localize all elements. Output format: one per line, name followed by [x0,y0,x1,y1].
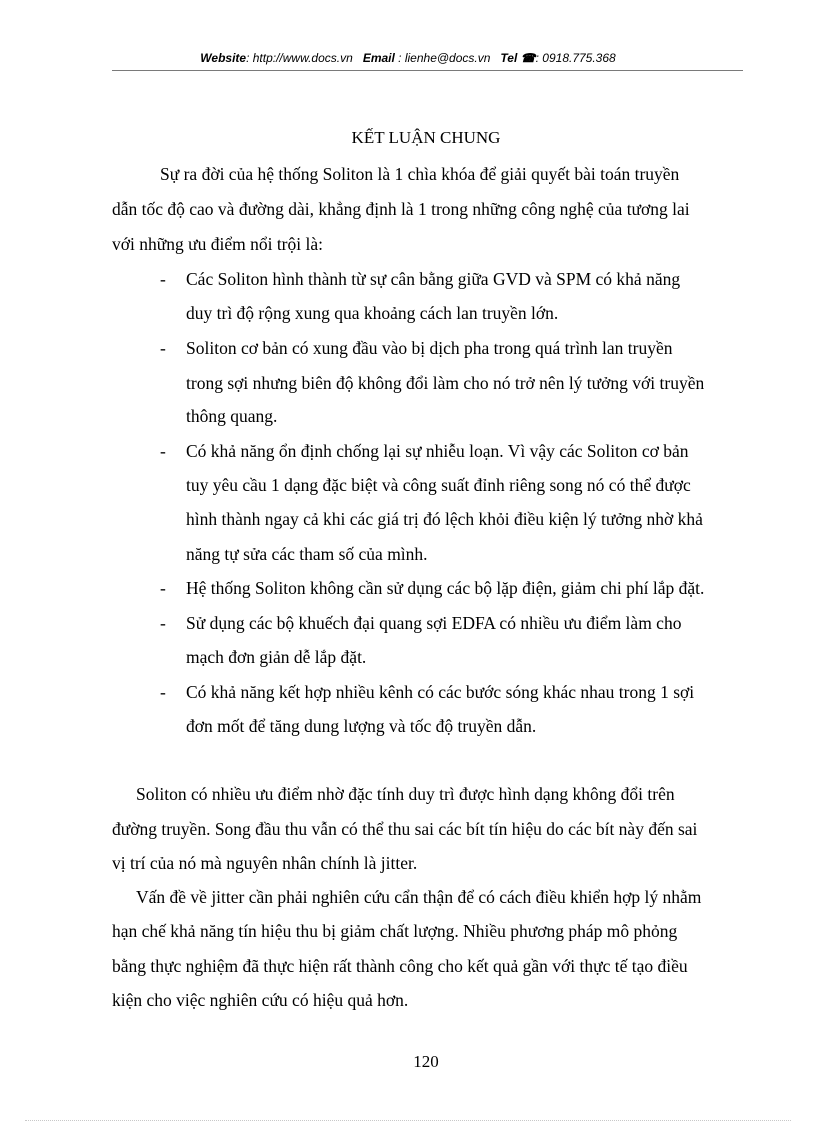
paragraph-line: bằng thực nghiệm đã thực hiện rất thành công cho kết quả gần với thực tế tạo điều [112,956,688,976]
bullet-line: tuy yêu cầu 1 dạng đặc biệt và công suất đỉnh riêng song nó có thể được [186,475,691,495]
bullet-line: duy trì độ rộng xung qua khoảng cách lan truyền lớn. [186,303,559,323]
paragraph-line: hạn chế khả năng tín hiệu thu bị giảm chất lượng. Nhiều phương pháp mô phỏng [112,921,678,941]
website-value: : http://www.docs.vn [246,51,353,65]
intro-line: dẫn tốc độ cao và đường dài, khẳng định là 1 trong những công nghệ của tương lai [112,199,690,219]
page-header [0,51,816,65]
bullet-marker: - [160,269,166,289]
paragraph-line: Vấn đề về jitter cần phải nghiên cứu cẩn thận để có cách điều khiển hợp lý nhằm [136,887,702,907]
email-label: Email [362,51,395,65]
phone-icon: ☎ [520,51,536,65]
bullet-line: Có khả năng ổn định chống lại sự nhiễu loạn. Vì vậy các Soliton cơ bản [186,441,689,461]
paragraph-line: Soliton có nhiều ưu điểm nhờ đặc tính duy trì được hình dạng không đổi trên [136,784,675,804]
page-title: KẾT LUẬN CHUNG [351,128,501,147]
bullet-marker: - [160,613,166,633]
bullet-marker: - [160,441,166,461]
paragraph-line: vị trí của nó mà nguyên nhân chính là jitter. [112,853,418,873]
intro-line: với những ưu điểm nổi trội là: [112,234,323,254]
tel-label: Tel [500,51,518,65]
header-divider [112,70,743,71]
bullet-line: thông quang. [186,406,278,426]
bullet-line: đơn mốt để tăng dung lượng và tốc độ truyền dẫn. [186,716,537,736]
page-number: 120 [413,1052,439,1071]
bullet-line: Có khả năng kết hợp nhiều kênh có các bước sóng khác nhau trong 1 sợi [186,682,695,702]
bullet-line: Soliton cơ bản có xung đầu vào bị dịch pha trong quá trình lan truyền [186,338,673,358]
footer-dotted-line [25,1120,791,1121]
bullet-marker: - [160,578,166,598]
bullet-line: mạch đơn giản dễ lắp đặt. [186,647,367,667]
bullet-line: Hệ thống Soliton không cần sử dụng các bộ lặp điện, giảm chi phí lắp đặt. [186,578,705,598]
bullet-line: Các Soliton hình thành từ sự cân bằng giữa GVD và SPM có khả năng [186,269,681,289]
email-value: : lienhe@docs.vn [398,51,491,65]
bullet-marker: - [160,682,166,702]
paragraph-line: kiện cho việc nghiên cứu có hiệu quả hơn. [112,990,409,1010]
bullet-line: Sử dụng các bộ khuếch đại quang sợi EDFA có nhiều ưu điểm làm cho [186,613,682,633]
intro-line: Sự ra đời của hệ thống Soliton là 1 chìa khóa để giải quyết bài toán truyền [160,164,680,184]
bullet-line: hình thành ngay cả khi các giá trị đó lệch khỏi điều kiện lý tưởng nhờ khả [186,509,703,529]
website-label: Website [200,51,247,65]
bullet-line: trong sợi nhưng biên độ không đổi làm cho nó trở nên lý tưởng với truyền [186,373,705,393]
bullet-line: năng tự sửa các tham số của mình. [186,544,428,564]
tel-value: : 0918.775.368 [535,51,616,65]
bullet-marker: - [160,338,166,358]
paragraph-line: đường truyền. Song đầu thu vẫn có thể thu sai các bít tín hiệu do các bít này đến sai [112,819,698,839]
